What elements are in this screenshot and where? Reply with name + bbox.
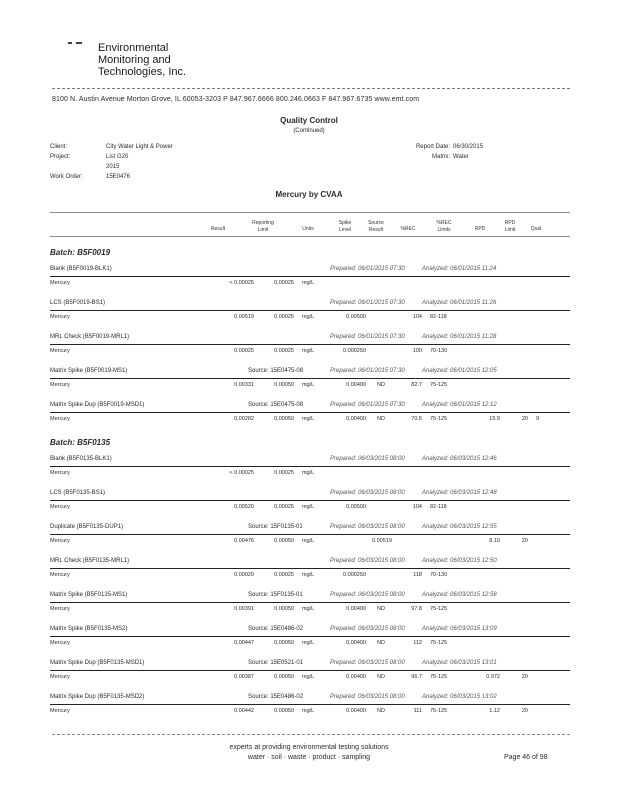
result-cell: 0.00387 bbox=[234, 674, 254, 680]
reporting-limit-cell: 0.00025 bbox=[274, 572, 294, 578]
rec-limits-cell: 75-125 bbox=[430, 606, 448, 612]
reporting-limit-cell: 0.00050 bbox=[274, 708, 294, 714]
qc-sample-header bbox=[50, 456, 570, 467]
qc-sample-header bbox=[50, 592, 570, 603]
col-header-spike-level bbox=[328, 220, 362, 234]
analyte-cell: Mercury bbox=[50, 470, 70, 476]
qc-sample-header bbox=[50, 402, 570, 413]
table-row bbox=[50, 572, 570, 581]
reporting-limit-cell: 0.00025 bbox=[274, 280, 294, 286]
qc-source: Source: 15F0135-01 bbox=[248, 592, 303, 598]
reporting-limit-cell: 0.00050 bbox=[274, 606, 294, 612]
table-row bbox=[50, 640, 570, 649]
rpd-cell: 1.12 bbox=[489, 708, 500, 714]
report-date-label: Report Date: bbox=[415, 144, 450, 150]
source-result-cell: ND bbox=[377, 416, 385, 422]
qc-sample-header bbox=[50, 558, 570, 569]
rec-cell: 118 bbox=[413, 572, 422, 578]
col-header-reporting-limit bbox=[246, 220, 280, 234]
result-cell: 0.00391 bbox=[234, 606, 254, 612]
spike-level-cell: 0.00500 bbox=[346, 314, 366, 320]
col-header-rpd-limit bbox=[500, 220, 520, 234]
units-cell: mg/L bbox=[302, 674, 315, 680]
units-cell: mg/L bbox=[302, 314, 315, 320]
analyzed-date: Analyzed: 06/01/2015 11:24 bbox=[422, 266, 497, 272]
report-subtitle: (Continued) bbox=[293, 128, 325, 134]
rec-limits-cell: 75-125 bbox=[430, 640, 448, 646]
reporting-limit-cell: 0.00050 bbox=[274, 538, 294, 544]
col-header-qual: Qual bbox=[530, 226, 542, 232]
table-row bbox=[50, 470, 570, 479]
col-header-spike-line1: Spike bbox=[338, 220, 352, 226]
prepared-date: Prepared: 06/03/2015 08:00 bbox=[330, 490, 405, 496]
company-line-1: Environmental bbox=[98, 42, 169, 54]
result-cell: 0.00442 bbox=[234, 708, 254, 714]
matrix-row bbox=[402, 154, 483, 164]
analyte-cell: Mercury bbox=[50, 280, 70, 286]
spike-level-cell: 0.00400 bbox=[346, 708, 366, 714]
col-header-source-line2: Result bbox=[368, 227, 384, 233]
analyte-cell: Mercury bbox=[50, 538, 70, 544]
rec-limits-cell: 75-125 bbox=[430, 674, 448, 680]
project-row bbox=[50, 154, 173, 164]
qc-source: Source: 15F0135-01 bbox=[248, 524, 303, 530]
reporting-limit-cell: 0.00025 bbox=[274, 314, 294, 320]
prepared-date: Prepared: 06/03/2015 08:00 bbox=[330, 558, 405, 564]
result-cell: 0.00519 bbox=[234, 314, 254, 320]
source-result-cell: ND bbox=[377, 708, 385, 714]
qc-sample-name: Matrix Spike Dup (B5F0135-MSD1) bbox=[50, 660, 145, 666]
rpd-cell: 15.9 bbox=[489, 416, 500, 422]
reporting-limit-cell: 0.00050 bbox=[274, 382, 294, 388]
analyzed-date: Analyzed: 06/03/2015 13:09 bbox=[422, 626, 497, 632]
col-header-rec: %REC bbox=[400, 226, 416, 232]
workorder-row bbox=[50, 174, 173, 184]
report-date-row bbox=[402, 144, 483, 154]
qualifier-cell: 9 bbox=[536, 416, 540, 422]
analyte-cell: Mercury bbox=[50, 606, 70, 612]
analyzed-date: Analyzed: 06/01/2015 12:05 bbox=[422, 368, 497, 374]
reporting-limit-cell: 0.00050 bbox=[274, 674, 294, 680]
rpd-cell: 0.972 bbox=[486, 674, 500, 680]
table-row bbox=[50, 708, 570, 717]
matrix-value: Water bbox=[453, 154, 469, 160]
spike-level-cell: 0.00400 bbox=[346, 382, 366, 388]
logo-mark bbox=[68, 42, 88, 50]
rpd-cell: 8.10 bbox=[489, 538, 500, 544]
spike-level-cell: 0.00400 bbox=[346, 674, 366, 680]
col-header-rpd: RPD bbox=[474, 226, 486, 232]
spike-level-cell: 0.00500 bbox=[346, 504, 366, 510]
qc-sample-header bbox=[50, 266, 570, 277]
source-result-cell: 0.00519 bbox=[372, 538, 392, 544]
units-cell: mg/L bbox=[302, 280, 315, 286]
units-cell: mg/L bbox=[302, 572, 315, 578]
reporting-limit-cell: 0.00025 bbox=[274, 504, 294, 510]
table-row bbox=[50, 606, 570, 615]
analyzed-date: Analyzed: 06/01/2015 11:28 bbox=[422, 334, 497, 340]
analyte-cell: Mercury bbox=[50, 382, 70, 388]
client-label: Client: bbox=[50, 144, 68, 150]
col-header-rl-line2: Limit bbox=[257, 227, 269, 233]
rec-cell: 97.8 bbox=[411, 606, 422, 612]
client-row bbox=[50, 144, 173, 154]
analyte-cell: Mercury bbox=[50, 416, 70, 422]
column-header-bottom-rule bbox=[50, 236, 570, 237]
source-result-cell: ND bbox=[377, 674, 385, 680]
qc-sample-header bbox=[50, 660, 570, 671]
report-meta-right bbox=[402, 144, 483, 164]
rec-cell: 104 bbox=[412, 314, 422, 320]
spike-level-cell: 0.000250 bbox=[343, 572, 366, 578]
units-cell: mg/L bbox=[302, 348, 315, 354]
qc-source: Source: 15E0486-02 bbox=[248, 694, 304, 700]
header-divider bbox=[52, 88, 570, 89]
rec-limits-cell: 70-130 bbox=[430, 348, 448, 354]
analyzed-date: Analyzed: 06/01/2015 11:26 bbox=[422, 300, 497, 306]
qc-sample-name: MRL Check (B5F0135-MRL1) bbox=[50, 558, 130, 564]
prepared-date: Prepared: 06/01/2015 07:30 bbox=[330, 300, 405, 306]
qc-sample-name: Matrix Spike (B5F0135-MS2) bbox=[50, 626, 128, 632]
rpd-limit-cell: 20 bbox=[521, 708, 528, 714]
qc-sample-header bbox=[50, 626, 570, 637]
footer-services: water · soil · waste · product · sampling bbox=[247, 754, 371, 761]
qc-sample-name: Matrix Spike (B5F0019-MS1) bbox=[50, 368, 128, 374]
spike-level-cell: 0.00400 bbox=[346, 416, 366, 422]
matrix-label: Matrix: bbox=[432, 154, 450, 160]
units-cell: mg/L bbox=[302, 504, 315, 510]
result-cell: 0.00029 bbox=[234, 572, 254, 578]
rec-cell: 111 bbox=[413, 708, 422, 714]
analyte-cell: Mercury bbox=[50, 348, 70, 354]
analyte-cell: Mercury bbox=[50, 314, 70, 320]
analyte-cell: Mercury bbox=[50, 504, 70, 510]
qc-sample-header bbox=[50, 300, 570, 311]
analyzed-date: Analyzed: 06/03/2015 12:55 bbox=[422, 524, 497, 530]
qc-sample-name: LCS (B5F0135-BS1) bbox=[50, 490, 106, 496]
rpd-limit-cell: 20 bbox=[521, 538, 528, 544]
qc-sample-header bbox=[50, 694, 570, 705]
result-cell: 0.00331 bbox=[234, 382, 254, 388]
table-row bbox=[50, 674, 570, 683]
prepared-date: Prepared: 06/01/2015 07:30 bbox=[330, 266, 405, 272]
col-header-units: Units bbox=[302, 226, 314, 232]
page-number: Page 46 of 98 bbox=[504, 754, 548, 761]
qc-sample-name: Blank (B5F0019-BLK1) bbox=[50, 266, 112, 272]
company-address: 8100 N. Austin Avenue Morton Grove, IL 60053-3203 P 847.967.6666 800.246.0663 F 847.967.6735 www.emt.com bbox=[52, 96, 420, 103]
result-cell: < 0.00025 bbox=[229, 280, 254, 286]
analyte-cell: Mercury bbox=[50, 640, 70, 646]
rpd-limit-cell: 20 bbox=[521, 674, 528, 680]
table-row bbox=[50, 382, 570, 391]
prepared-date: Prepared: 06/03/2015 08:00 bbox=[330, 456, 405, 462]
rec-cell: 112 bbox=[413, 640, 422, 646]
rec-cell: 96.7 bbox=[411, 674, 422, 680]
qc-source: Source: 15E0475-08 bbox=[248, 368, 304, 374]
reporting-limit-cell: 0.00025 bbox=[274, 470, 294, 476]
result-cell: < 0.00025 bbox=[229, 470, 254, 476]
col-header-rec-limits bbox=[428, 220, 460, 234]
analyzed-date: Analyzed: 06/03/2015 12:58 bbox=[422, 592, 497, 598]
table-row bbox=[50, 280, 570, 289]
report-title: Quality Control bbox=[280, 116, 338, 125]
analyte-cell: Mercury bbox=[50, 674, 70, 680]
rec-cell: 82.7 bbox=[411, 382, 422, 388]
qc-sample-name: MRL Check (B5F0019-MRL1) bbox=[50, 334, 130, 340]
table-row bbox=[50, 538, 570, 547]
col-header-rpdlim-line1: RPD bbox=[504, 220, 516, 226]
analyzed-date: Analyzed: 06/03/2015 12:46 bbox=[422, 456, 497, 462]
prepared-date: Prepared: 06/01/2015 07:30 bbox=[330, 334, 405, 340]
qc-sample-header bbox=[50, 490, 570, 501]
units-cell: mg/L bbox=[302, 640, 315, 646]
reporting-limit-cell: 0.00025 bbox=[274, 348, 294, 354]
project-year-row bbox=[50, 164, 173, 174]
prepared-date: Prepared: 06/03/2015 08:00 bbox=[330, 694, 405, 700]
result-cell: 0.00520 bbox=[234, 504, 254, 510]
workorder-label: Work Order: bbox=[50, 174, 83, 180]
source-result-cell: ND bbox=[377, 606, 385, 612]
prepared-date: Prepared: 06/03/2015 08:00 bbox=[330, 660, 405, 666]
col-header-result: Result bbox=[210, 226, 226, 232]
prepared-date: Prepared: 06/03/2015 08:00 bbox=[330, 592, 405, 598]
column-header-top-rule bbox=[50, 212, 570, 213]
prepared-date: Prepared: 06/01/2015 07:30 bbox=[330, 368, 405, 374]
qc-source: Source: 15E0486-02 bbox=[248, 626, 304, 632]
footer-divider bbox=[52, 734, 570, 735]
analyte-cell: Mercury bbox=[50, 572, 70, 578]
qc-source: Source: 15E0521-01 bbox=[248, 660, 304, 666]
rec-limits-cell: 82-118 bbox=[430, 314, 447, 320]
rpd-limit-cell: 20 bbox=[521, 416, 528, 422]
rec-cell: 70.5 bbox=[411, 416, 422, 422]
col-header-source-line1: Source bbox=[368, 220, 384, 226]
result-cell: 0.00476 bbox=[234, 538, 254, 544]
units-cell: mg/L bbox=[302, 538, 315, 544]
qc-sample-header bbox=[50, 334, 570, 345]
workorder-value: 15E0476 bbox=[106, 174, 131, 180]
spike-level-cell: 0.00400 bbox=[346, 606, 366, 612]
table-row bbox=[50, 416, 570, 425]
col-header-spike-line2: Level bbox=[339, 227, 351, 233]
prepared-date: Prepared: 06/03/2015 08:00 bbox=[330, 524, 405, 530]
report-date-value: 06/30/2015 bbox=[453, 144, 484, 150]
report-meta-left bbox=[50, 144, 173, 184]
table-row bbox=[50, 314, 570, 323]
project-label: Project: bbox=[50, 154, 71, 160]
analyzed-date: Analyzed: 06/01/2015 12:12 bbox=[422, 402, 497, 408]
col-header-rl-line1: Reporting bbox=[252, 220, 274, 226]
section-title: Mercury by CVAA bbox=[275, 190, 343, 199]
project-value: List G20 bbox=[106, 154, 129, 160]
qc-sample-name: Matrix Spike Dup (B5F0019-MSD1) bbox=[50, 402, 145, 408]
col-header-rpdlim-line2: Limit bbox=[504, 227, 516, 233]
qc-sample-name: Matrix Spike (B5F0135-MS1) bbox=[50, 592, 128, 598]
company-line-2: Monitoring and bbox=[98, 54, 171, 66]
source-result-cell: ND bbox=[377, 640, 385, 646]
table-row bbox=[50, 504, 570, 513]
analyte-cell: Mercury bbox=[50, 708, 70, 714]
spike-level-cell: 0.000250 bbox=[343, 348, 366, 354]
prepared-date: Prepared: 06/03/2015 08:00 bbox=[330, 626, 405, 632]
project-year-value: 2015 bbox=[106, 164, 120, 170]
analyzed-date: Analyzed: 06/03/2015 13:02 bbox=[422, 694, 497, 700]
rec-cell: 104 bbox=[412, 504, 422, 510]
rec-limits-cell: 75-125 bbox=[430, 708, 448, 714]
units-cell: mg/L bbox=[302, 606, 315, 612]
col-header-reclim-line2: Limits bbox=[437, 227, 451, 233]
rec-limits-cell: 82-118 bbox=[430, 504, 447, 510]
qc-sample-name: Matrix Spike Dup (B5F0135-MSD2) bbox=[50, 694, 145, 700]
rec-limits-cell: 75-125 bbox=[430, 382, 448, 388]
footer-tagline: experts at providing environmental testing solutions bbox=[229, 744, 389, 751]
source-result-cell: ND bbox=[377, 382, 385, 388]
qc-sample-name: Duplicate (B5F0135-DUP1) bbox=[50, 524, 124, 530]
qc-sample-name: LCS (B5F0019-BS1) bbox=[50, 300, 106, 306]
analyzed-date: Analyzed: 06/03/2015 13:01 bbox=[422, 660, 497, 666]
qc-sample-name: Blank (B5F0135-BLK1) bbox=[50, 456, 112, 462]
qc-source: Source: 15E0475-08 bbox=[248, 402, 304, 408]
company-name bbox=[98, 42, 186, 78]
spike-level-cell: 0.00400 bbox=[346, 640, 366, 646]
col-header-source-result bbox=[362, 220, 390, 234]
result-cell: 0.00025 bbox=[234, 348, 254, 354]
reporting-limit-cell: 0.00050 bbox=[274, 416, 294, 422]
qc-sample-header bbox=[50, 524, 570, 535]
units-cell: mg/L bbox=[302, 382, 315, 388]
rec-limits-cell: 75-125 bbox=[430, 416, 448, 422]
batch-title: Batch: B5F0019 bbox=[50, 248, 111, 257]
batch-title: Batch: B5F0135 bbox=[50, 438, 111, 447]
result-cell: 0.00282 bbox=[234, 416, 254, 422]
analyzed-date: Analyzed: 06/03/2015 12:48 bbox=[422, 490, 497, 496]
units-cell: mg/L bbox=[302, 470, 315, 476]
qc-sample-header bbox=[50, 368, 570, 379]
table-row bbox=[50, 348, 570, 357]
result-cell: 0.00447 bbox=[234, 640, 254, 646]
col-header-reclim-line1: %REC bbox=[436, 220, 452, 226]
rec-cell: 100 bbox=[412, 348, 422, 354]
analyzed-date: Analyzed: 06/03/2015 12:50 bbox=[422, 558, 497, 564]
client-value: City Water Light & Power bbox=[106, 144, 173, 150]
rec-limits-cell: 70-130 bbox=[430, 572, 448, 578]
company-line-3: Technologies, Inc. bbox=[98, 66, 187, 78]
units-cell: mg/L bbox=[302, 416, 315, 422]
reporting-limit-cell: 0.00050 bbox=[274, 640, 294, 646]
units-cell: mg/L bbox=[302, 708, 315, 714]
prepared-date: Prepared: 06/01/2015 07:30 bbox=[330, 402, 405, 408]
